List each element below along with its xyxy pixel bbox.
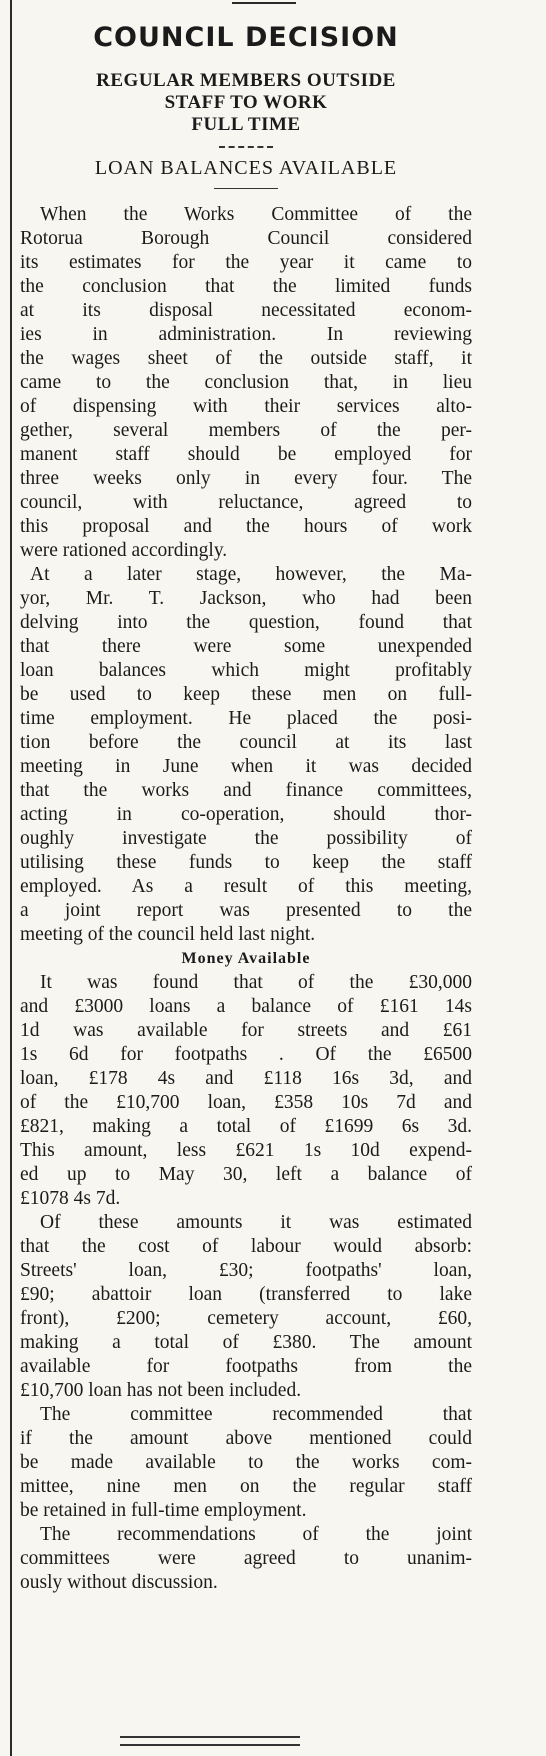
text-line: front), £200; cemetery account, £60, xyxy=(20,1308,472,1329)
paragraph xyxy=(20,563,472,947)
paragraph xyxy=(20,1211,472,1403)
text-line: meeting of the council held last night. xyxy=(20,924,316,945)
end-divider xyxy=(120,1736,300,1746)
text-line: its estimates for the year it came to xyxy=(20,252,472,273)
text-line: ously without discussion. xyxy=(20,1572,218,1593)
text-line: be used to keep these men on full- xyxy=(20,684,472,705)
text-line: The recommendations of the joint xyxy=(40,1524,472,1545)
text-line: When the Works Committee of the xyxy=(40,204,472,225)
subhead-line: FULL TIME xyxy=(191,114,301,135)
text-line: It was found that of the £30,000 xyxy=(40,972,472,993)
text-line: loan balances which might profitably xyxy=(20,660,472,681)
text-line: if the amount above mentioned could xyxy=(20,1428,472,1449)
text-line: committees were agreed to unanim- xyxy=(20,1548,472,1569)
text-line: 1d was available for streets and £61 xyxy=(20,1020,472,1041)
text-line: a joint report was presented to the xyxy=(20,900,472,921)
text-line: meeting in June when it was decided xyxy=(20,756,472,777)
text-line: of the £10,700 loan, £358 10s 7d and xyxy=(20,1092,472,1113)
text-line: the wages sheet of the outside staff, it xyxy=(20,348,472,369)
article-body xyxy=(20,203,472,1595)
text-line: that the cost of labour would absorb: xyxy=(20,1236,472,1257)
text-line: be made available to the works com- xyxy=(20,1452,472,1473)
text-line: this proposal and the hours of work xyxy=(20,516,472,537)
text-line: three weeks only in every four. The xyxy=(20,468,472,489)
text-line: that the works and finance committees, xyxy=(20,780,472,801)
subhead-line: STAFF TO WORK xyxy=(164,92,328,113)
text-line: £1078 4s 7d. xyxy=(20,1188,121,1209)
paragraph xyxy=(20,1403,472,1523)
text-line: £90; abattoir loan (transferred to lake xyxy=(20,1284,472,1305)
text-line: Rotorua Borough Council considered xyxy=(20,228,472,249)
text-line: delving into the question, found that xyxy=(20,612,472,633)
top-divider xyxy=(232,2,296,4)
secondary-headline: LOAN BALANCES AVAILABLE xyxy=(94,157,398,179)
text-line: ed up to May 30, left a balance of xyxy=(20,1164,472,1185)
subheadline xyxy=(20,70,472,136)
crosshead: Money Available xyxy=(181,950,311,967)
text-line: that there were some unexpended xyxy=(20,636,472,657)
text-line: utilising these funds to keep the staff xyxy=(20,852,472,873)
paragraph xyxy=(20,971,472,1211)
subhead-line: REGULAR MEMBERS OUTSIDE xyxy=(96,70,396,91)
text-line: manent staff should be employed for xyxy=(20,444,472,465)
text-line: at its disposal necessitated econom- xyxy=(20,300,472,321)
paragraph xyxy=(20,1523,472,1595)
text-line: Of these amounts it was estimated xyxy=(40,1212,472,1233)
text-line: Streets' loan, £30; footpaths' loan, xyxy=(20,1260,472,1281)
text-line: available for footpaths from the xyxy=(20,1356,472,1377)
text-line: £821, making a total of £1699 6s 3d. xyxy=(20,1116,472,1137)
text-line: making a total of £380. The amount xyxy=(20,1332,472,1353)
newspaper-article xyxy=(20,8,472,1748)
text-line: loan, £178 4s and £118 16s 3d, and xyxy=(20,1068,472,1089)
text-line: The committee recommended that xyxy=(40,1404,472,1425)
text-line: yor, Mr. T. Jackson, who had been xyxy=(20,588,472,609)
text-line: mittee, nine men on the regular staff xyxy=(20,1476,472,1497)
text-line: came to the conclusion that, in lieu xyxy=(20,372,472,393)
text-line: employed. As a result of this meeting, xyxy=(20,876,472,897)
text-line: be retained in full-time employment. xyxy=(20,1500,307,1521)
text-line: and £3000 loans a balance of £161 14s xyxy=(20,996,472,1017)
text-line: This amount, less £621 1s 10d expend- xyxy=(20,1140,472,1161)
column-rule xyxy=(10,0,12,1756)
text-line: 1s 6d for footpaths . Of the £6500 xyxy=(20,1044,472,1065)
text-line: tion before the council at its last xyxy=(20,732,472,753)
text-line: council, with reluctance, agreed to xyxy=(20,492,472,513)
text-line: were rationed accordingly. xyxy=(20,540,228,561)
text-line: acting in co-operation, should thor- xyxy=(20,804,472,825)
text-line: oughly investigate the possibility of xyxy=(20,828,472,849)
short-divider xyxy=(214,188,278,189)
dash-divider xyxy=(219,146,273,148)
headline: COUNCIL DECISION xyxy=(93,22,399,53)
paragraph xyxy=(20,203,472,563)
text-line: At a later stage, however, the Ma- xyxy=(30,564,472,585)
text-line: £10,700 loan has not been included. xyxy=(20,1380,302,1401)
text-line: gether, several members of the per- xyxy=(20,420,472,441)
text-line: time employment. He placed the posi- xyxy=(20,708,472,729)
text-line: ies in administration. In reviewing xyxy=(20,324,472,345)
text-line: of dispensing with their services alto- xyxy=(20,396,472,417)
text-line: the conclusion that the limited funds xyxy=(20,276,472,297)
